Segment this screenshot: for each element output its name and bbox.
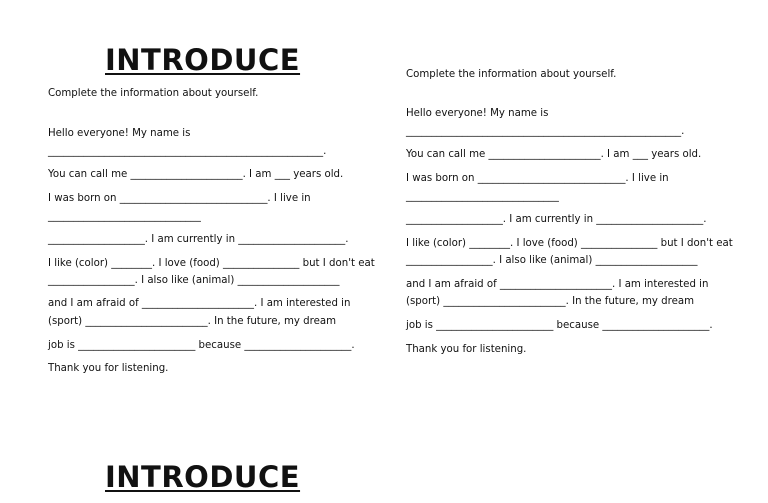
intro-line: Hello everyone! My name is [48,128,191,139]
sport-dream-line: (sport) ________________________. In the future, my dream [406,296,695,307]
job-line: job is _______________________ because _____________________. [48,340,355,351]
animal-line: _________________. I also like (animal) ____________________ [406,255,698,266]
second-page-title: INTRODUCE [105,460,301,494]
page-title: INTRODUCE [105,43,301,77]
intro-line: Hello everyone! My name is [406,108,549,119]
closing-text: Thank you for listening. [406,344,527,355]
right-worksheet-column [406,0,733,355]
job-line: job is _______________________ because _____________________. [406,320,713,331]
current-location-line: ___________________. I am currently in _____________________. [406,214,707,225]
likes-line: I like (color) ________. I love (food) _______________ but I don't eat [48,258,375,269]
instruction-text: Complete the information about yourself. [406,69,617,80]
birth-line: I was born on _____________________________. I live in [406,173,669,184]
fears-line: and I am afraid of ______________________. I am interested in [48,298,351,309]
name-blank-line: ______________________________________________________. [48,146,327,157]
nickname-age-line: You can call me ______________________. I am ___ years old. [406,149,702,160]
closing-text: Thank you for listening. [48,363,169,374]
name-blank-line: ______________________________________________________. [406,126,685,137]
nickname-age-line: You can call me ______________________. I am ___ years old. [48,169,344,180]
current-location-line: ___________________. I am currently in _____________________. [48,234,349,245]
animal-line: _________________. I also like (animal) ____________________ [48,275,340,286]
fears-line: and I am afraid of ______________________. I am interested in [406,279,709,290]
birth-line: I was born on _____________________________. I live in [48,193,311,204]
sport-dream-line: (sport) ________________________. In the future, my dream [48,316,337,327]
residence-blank-line: ______________________________ [48,211,201,222]
likes-line: I like (color) ________. I love (food) _______________ but I don't eat [406,238,733,249]
residence-blank-line: ______________________________ [406,191,559,202]
instruction-text: Complete the information about yourself. [48,88,259,99]
